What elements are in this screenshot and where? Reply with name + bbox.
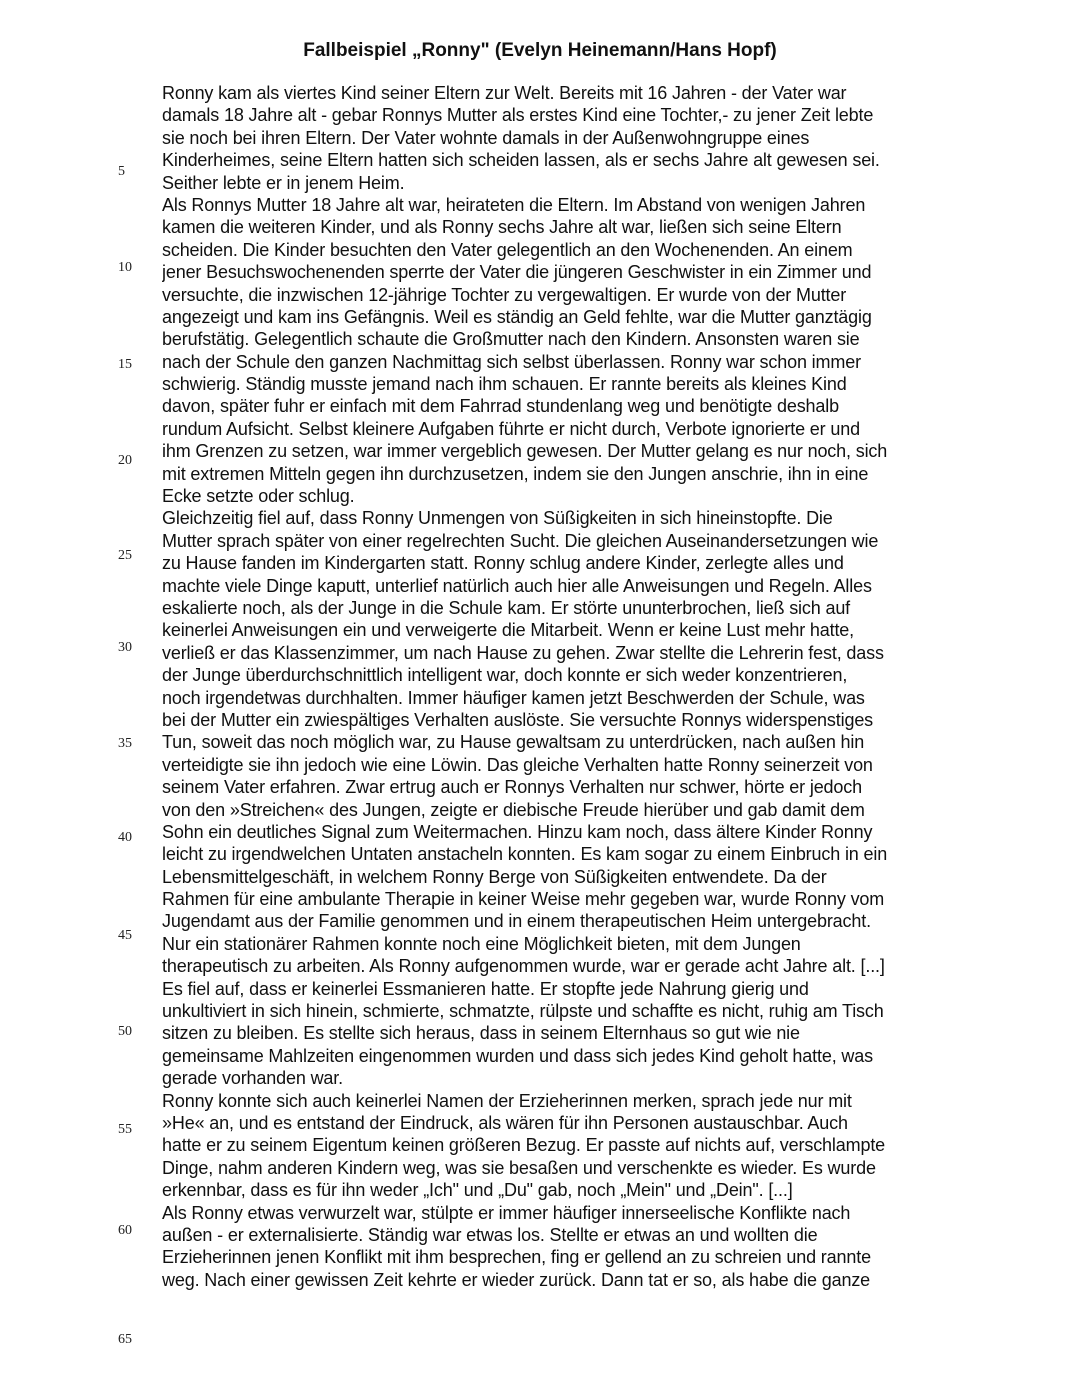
text-line: Ronny kam als viertes Kind seiner Eltern zur Welt. Bereits mit 16 Jahren - der Vater war [162, 83, 847, 103]
text-line: hatte er zu seinem Eigentum keinen größeren Bezug. Er passte auf nichts auf, verschlampte [162, 1135, 886, 1156]
text-line: Ecke setzte oder schlug. [162, 486, 355, 507]
text-line: zu Hause fanden im Kindergarten statt. Ronny schlug andere Kinder, zerlegte alles und [162, 553, 844, 574]
line-number: 20 [118, 453, 132, 468]
text-line: »He« an, und es entstand der Eindruck, als wären für ihn Personen austauschbar. Auch [162, 1112, 848, 1133]
line-number: 15 [118, 357, 132, 372]
line-number: 45 [118, 928, 132, 943]
text-line: außen - er externalisierte. Ständig war etwas los. Stellte er etwas an und wollten die [162, 1224, 818, 1245]
text-line: noch irgendetwas durchhalten. Immer häufiger kamen jetzt Beschwerden der Schule, was [162, 687, 865, 708]
text-line: unkultiviert in sich hinein, schmierte, schmatzte, rülpste und schaffte es nicht, ruhig am Tisch [162, 1001, 884, 1022]
text-line: gemeinsame Mahlzeiten eingenommen wurden und dass sich jedes Kind geholt hatte, was [162, 1045, 873, 1066]
text-line: Als Ronnys Mutter 18 Jahre alt war, heirateten die Eltern. Im Abstand von wenigen Jahren [162, 194, 866, 215]
text-line: Kinderheimes, seine Eltern hatten sich scheiden lassen, als er sechs Jahre alt gewesen sei. [162, 150, 880, 171]
line-number: 5 [118, 164, 125, 179]
line-number: 30 [118, 640, 132, 655]
text-line: davon, später fuhr er einfach mit dem Fahrrad stundenlang weg und benötigte deshalb [162, 396, 839, 417]
text-line: Jugendamt aus der Familie genommen und in einem therapeutischen Heim untergebracht. [162, 911, 871, 932]
text-line: Seither lebte er in jenem Heim. [162, 172, 405, 193]
line-number: 40 [118, 830, 132, 845]
text-line: Es fiel auf, dass er keinerlei Essmanieren hatte. Er stopfte jede Nahrung gierig und [162, 978, 809, 999]
text-line: Als Ronny etwas verwurzelt war, stülpte er immer häufiger innerseelische Konflikte nach [162, 1202, 851, 1223]
line-number: 65 [118, 1332, 132, 1347]
line-number: 55 [118, 1122, 132, 1137]
text-line: rundum Aufsicht. Selbst kleinere Aufgaben führte er nicht durch, Verbote ignorierte er und [162, 418, 860, 439]
text-line: von den »Streichen« des Jungen, zeigte er diebische Freude hierüber und gab damit dem [162, 799, 865, 820]
text-line: machte viele Dinge kaputt, unterlief natürlich auch hier alle Anweisungen und Regeln. Alles [162, 575, 872, 596]
text-line: Gleichzeitig fiel auf, dass Ronny Unmengen von Süßigkeiten in sich hineinstopfte. Die [162, 508, 833, 529]
text-line: angezeigt und kam ins Gefängnis. Weil es ständig an Geld fehlte, war die Mutter ganztägig [162, 306, 872, 327]
text-line: Dinge, nahm anderen Kindern weg, was sie besaßen und verschenkte es wieder. Es wurde [162, 1157, 876, 1178]
line-number: 25 [118, 548, 132, 563]
document-title: Fallbeispiel „Ronny" (Evelyn Heinemann/Hans Hopf) [303, 40, 777, 61]
text-line: Nur ein stationärer Rahmen konnte noch eine Möglichkeit bieten, mit dem Jungen [162, 933, 801, 954]
text-line: schwierig. Ständig musste jemand nach ihm schauen. Er rannte bereits als kleines Kind [162, 374, 847, 395]
text-line: bei der Mutter ein zwiespältiges Verhalten auslöste. Sie versuchte Ronnys widerspenstiges [162, 709, 874, 730]
text-line: Tun, soweit das noch möglich war, zu Hause gewaltsam zu unterdrücken, nach außen hin [162, 732, 865, 753]
text-line: berufstätig. Gelegentlich schaute die Großmutter nach den Kindern. Ansonsten waren sie [162, 329, 860, 350]
text-line: kamen die weiteren Kinder, und als Ronny sechs Jahre alt war, ließen sich seine Eltern [162, 217, 842, 238]
text-line: Mutter sprach später von einer regelrechten Sucht. Die gleichen Auseinandersetzungen wie [162, 530, 879, 551]
body-text [162, 82, 962, 1291]
text-line: jener Besuchswochenenden sperrte der Vater die jüngeren Geschwister in ein Zimmer und [162, 262, 872, 283]
text-line: versuchte, die inzwischen 12-jährige Tochter zu vergewaltigen. Er wurde von der Mutter [162, 284, 847, 305]
text-line: verließ er das Klassenzimmer, um nach Hause zu gehen. Zwar stellte die Lehrerin fest, dass [162, 642, 884, 663]
text-line: Rahmen für eine ambulante Therapie in keiner Weise mehr gegeben war, wurde Ronny vom [162, 889, 885, 910]
text-line: ihm Grenzen zu setzen, war immer vergeblich gewesen. Der Mutter gelang es nur noch, sich [162, 441, 888, 462]
text-line: Sohn ein deutliches Signal zum Weitermachen. Hinzu kam noch, dass ältere Kinder Ronny [162, 821, 873, 842]
text-line: therapeutisch zu arbeiten. Als Ronny aufgenommen wurde, war er gerade acht Jahre alt. [...] [162, 956, 885, 977]
line-number: 10 [118, 260, 132, 275]
text-line: Erzieherinnen jenen Konflikt mit ihm besprechen, fing er gellend an zu schreien und rannte [162, 1247, 871, 1268]
text-line: sitzen zu bleiben. Es stellte sich heraus, dass in seinem Elternhaus so gut wie nie [162, 1023, 800, 1044]
text-line: seinem Vater erfahren. Zwar ertrug auch er Ronnys Verhalten nur schwer, hörte er jedoch [162, 777, 862, 798]
text-line: keinerlei Anweisungen ein und verweigerte die Mitarbeit. Wenn er keine Lust mehr hatte, [162, 620, 855, 641]
text-line: weg. Nach einer gewissen Zeit kehrte er wieder zurück. Dann tat er so, als habe die ganze [162, 1269, 871, 1290]
text-line: gerade vorhanden war. [162, 1068, 343, 1089]
text-line: eskalierte noch, als der Junge in die Schule kam. Er störte ununterbrochen, ließ sich auf [162, 597, 851, 618]
line-number: 60 [118, 1223, 132, 1238]
text-line: erkennbar, dass es für ihn weder „Ich" und „Du" gab, noch „Mein" und „Dein". [...] [162, 1180, 793, 1201]
text-line: nach der Schule den ganzen Nachmittag sich selbst überlassen. Ronny war schon immer [162, 351, 861, 372]
text-line: mit extremen Mitteln gegen ihn durchzusetzen, indem sie den Jungen anschrie, ihn in eine [162, 463, 869, 484]
line-number: 35 [118, 736, 132, 751]
text-line: scheiden. Die Kinder besuchten den Vater gelegentlich an den Wochenenden. An einem [162, 239, 853, 260]
text-line: Lebensmittelgeschäft, in welchem Ronny Berge von Süßigkeiten entwendete. Da der [162, 866, 827, 887]
text-line: verteidigte sie ihn jedoch wie eine Löwin. Das gleiche Verhalten hatte Ronny seinerzeit von [162, 754, 873, 775]
text-line: der Junge überdurchschnittlich intelligent war, doch konnte er sich weder konzentrieren, [162, 665, 848, 686]
text-line: leicht zu irgendwelchen Untaten anstacheln konnten. Es kam sogar zu einem Einbruch in ein [162, 844, 888, 865]
text-line: Ronny konnte sich auch keinerlei Namen der Erzieherinnen merken, sprach jede nur mit [162, 1090, 852, 1111]
text-line: damals 18 Jahre alt - gebar Ronnys Mutter als erstes Kind eine Tochter,- zu jener Zeit lebte [162, 105, 874, 126]
line-number: 50 [118, 1024, 132, 1039]
text-line: sie noch bei ihren Eltern. Der Vater wohnte damals in der Außenwohngruppe eines [162, 127, 810, 148]
